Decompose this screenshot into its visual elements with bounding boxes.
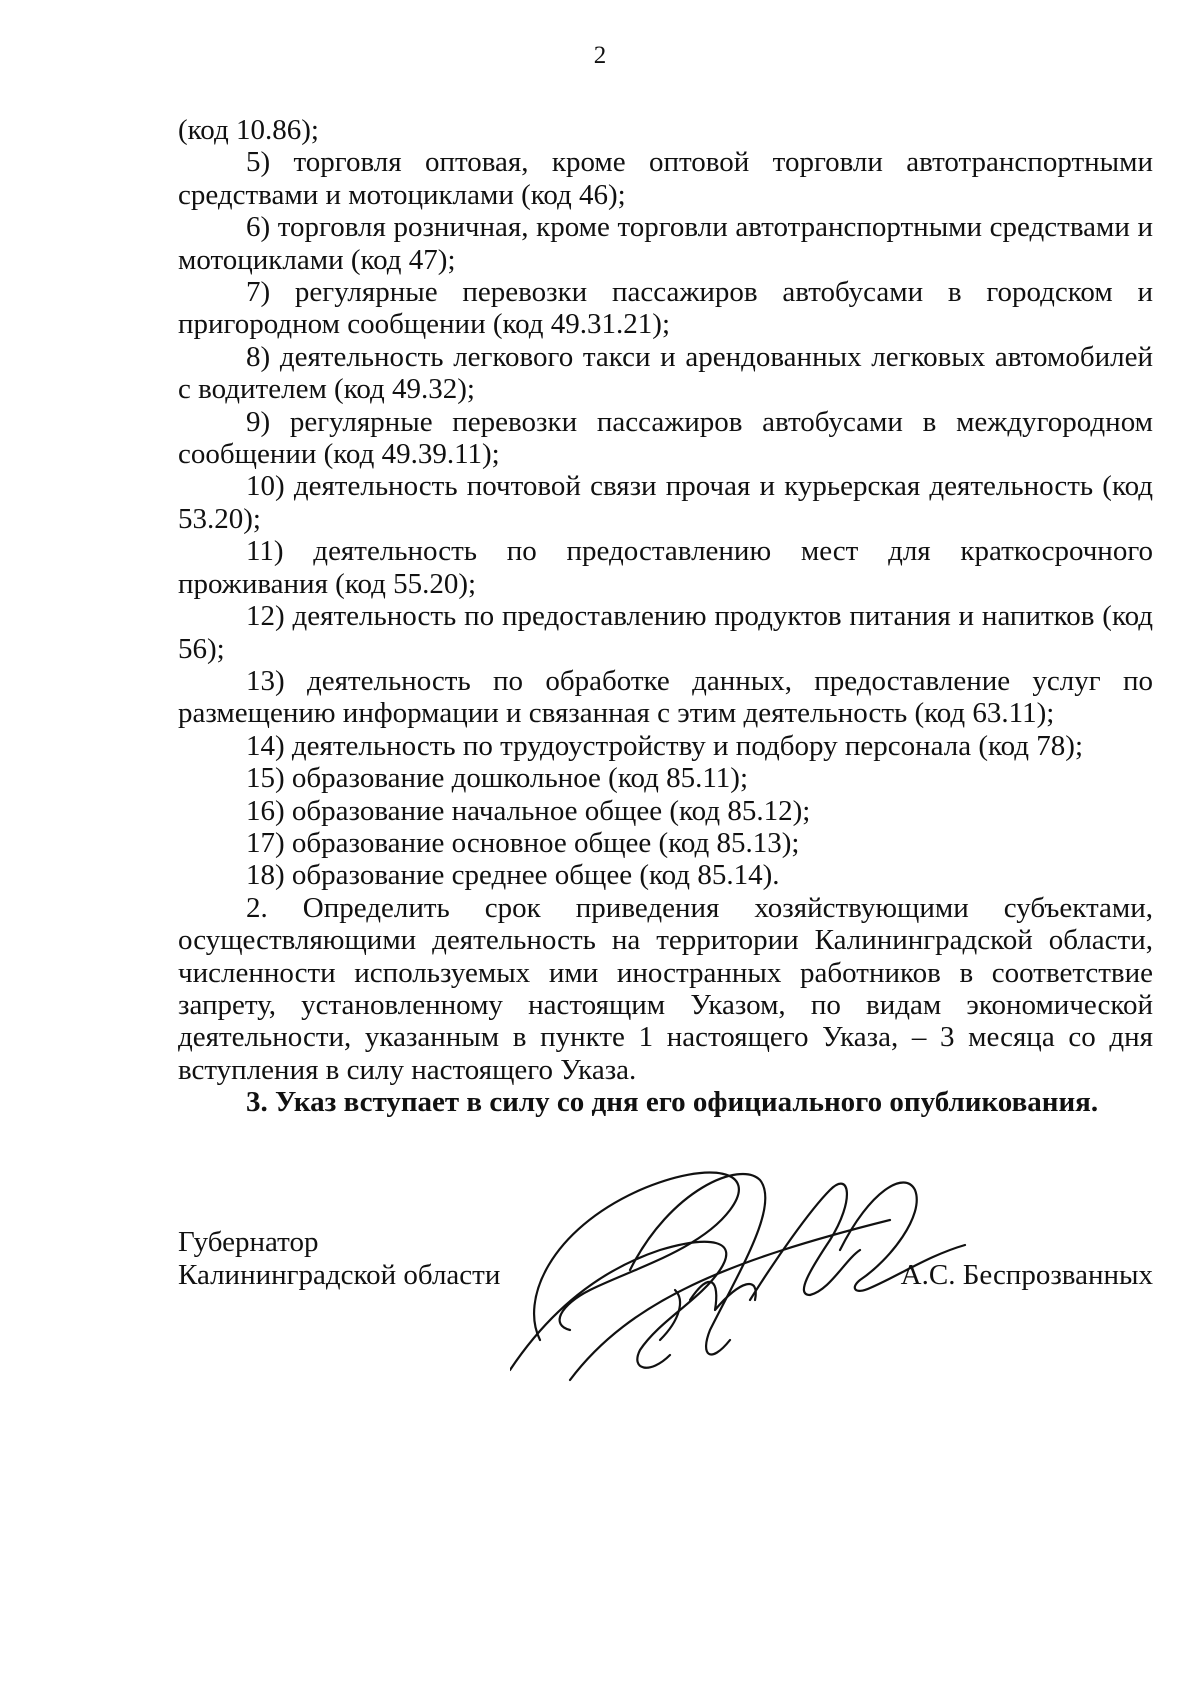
clause-2: 2. Определить срок приведения хозяйствующими субъектами, осуществляющими деятельность на территории Калининградской области, численности используемых ими иностранных работников в соответствие запрету, установленному настоящим Указом, по видам экономической деятельности, указанным в пункте 1 настоящего Указа, – 3 месяца со дня вступления в силу настоящего Указа. [178, 891, 1153, 1086]
list-item-14: 14) деятельность по трудоустройству и подбору персонала (код 78); [246, 729, 1084, 762]
page-number: 2 [593, 42, 607, 69]
list-item-12: 12) деятельность по предоставлению продуктов питания и напитков (код 56); [178, 600, 1153, 665]
list-item-7: 7) регулярные перевозки пассажиров автобусами в городском и пригородном сообщении (код 49.31.21); [178, 276, 1153, 341]
list-item-15: 15) образование дошкольное (код 85.11); [246, 762, 749, 795]
list-item-6: 6) торговля розничная, кроме торговли автотранспортными средствами и мотоциклами (код 47); [178, 211, 1153, 276]
list-item-16: 16) образование начальное общее (код 85.12); [246, 794, 811, 827]
list-item-18: 18) образование среднее общее (код 85.14). [246, 859, 780, 892]
signatory-title-line2: Калининградской области [178, 1259, 501, 1291]
clause-3: 3. Указ вступает в силу со дня его официального опубликования. [246, 1086, 1099, 1119]
list-item-10: 10) деятельность почтовой связи прочая и курьерская деятельность (код 53.20); [178, 470, 1153, 535]
list-item-17: 17) образование основное общее (код 85.13); [246, 826, 800, 859]
list-item-9: 9) регулярные перевозки пассажиров автобусами в междугородном сообщении (код 49.39.11); [178, 405, 1153, 471]
paragraph-continuation: (код 10.86); [178, 114, 319, 146]
list-item-11: 11) деятельность по предоставлению мест для краткосрочного проживания (код 55.20); [178, 535, 1153, 600]
document-body [178, 114, 1153, 1119]
list-item-8: 8) деятельность легкового такси и арендованных легковых автомобилей с водителем (код 49.32); [178, 340, 1153, 406]
list-item-13: 13) деятельность по обработке данных, предоставление услуг по размещению информации и связанная с этим деятельность (код 63.11); [178, 664, 1153, 730]
signatory-name: А.С. Беспрозванных [900, 1259, 1153, 1291]
signatory-title [178, 1226, 500, 1292]
list-item-5: 5) торговля оптовая, кроме оптовой торговли автотранспортными средствами и мотоциклами (код 46); [178, 146, 1153, 211]
signatory-title-line1: Губернатор [178, 1226, 319, 1258]
